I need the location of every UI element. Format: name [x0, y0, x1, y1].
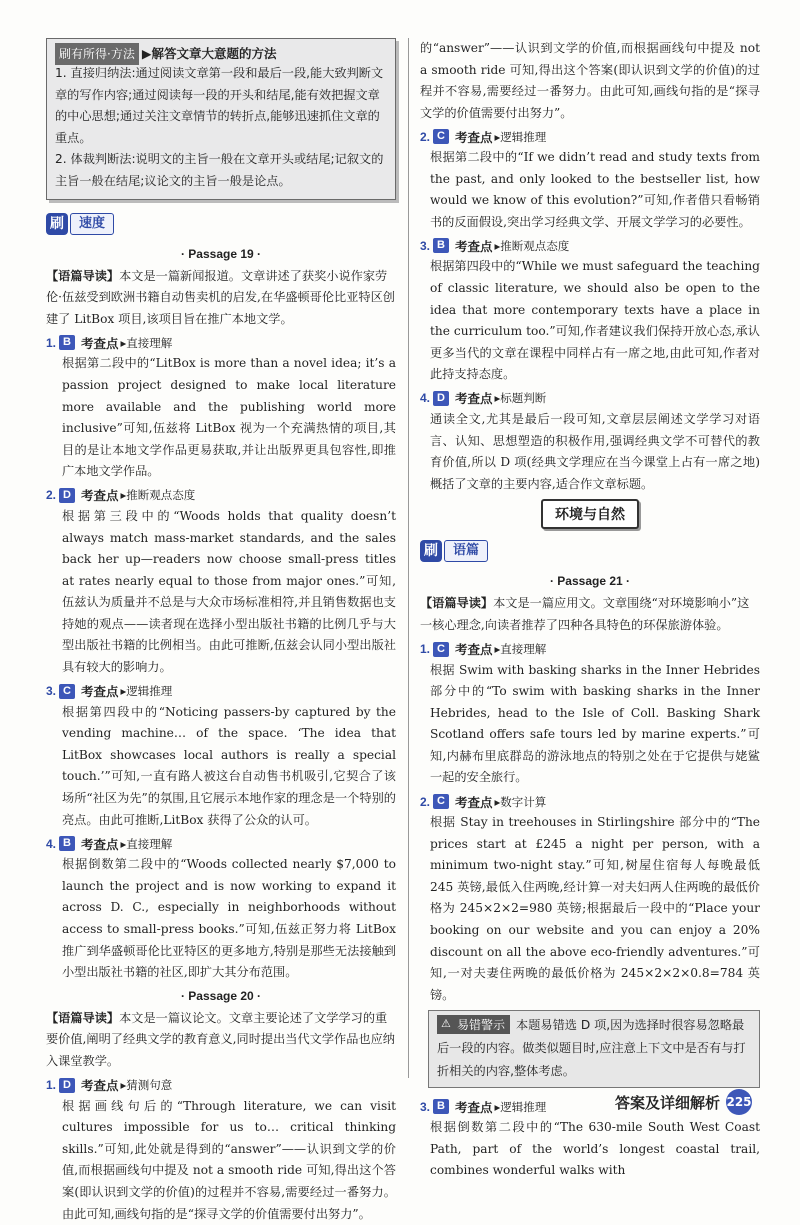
answer-badge: D: [59, 488, 75, 503]
topic-title: 环境与自然: [541, 499, 639, 529]
kaochadian-label: 考查点: [81, 836, 119, 852]
question-type: ▸直接理解: [120, 335, 173, 350]
p21-q2-head: [420, 791, 760, 812]
warning-text: 本题易错选 D 项,因为选择时很容易忽略最后一段的内容。做类似题目时,应注意上下文中是否有与打折相关的内容,整体考虑。: [437, 1018, 746, 1078]
p20-q2-explanation: 根据第二段中的“If we didn’t read and study texts from the past, and only looked to the bestseller list, how would we know of this evolution?”可知,作者借只看畅销书的反面假设,突出学习经典文学、开展文学学习的必要性。: [430, 150, 760, 229]
intro-label: 【语篇导读】: [46, 1010, 120, 1025]
p20-q1-explanation-cont: 的“answer”——认识到文学的价值,而根据画线句中提及 not a smooth ride 可知,得出这个答案(即认识到文学的价值)的过程并不容易,需要经过一番努力。由此可知,画线句指的是“探寻文学的价值需要付出努力”。: [420, 41, 760, 120]
section-speed-name: 速度: [70, 213, 114, 235]
p19-q3-explanation: 根据第四段中的“Noticing passers-by captured by the vending machine… of the space. ‘The idea that LitBox showcases local authors is really a special touch.’”可知,一直有路人被这台自动售书机吸引,它契合了该场所“社区为先”的氛围,且它展示本地作家的理念是一个特别的亮点。由此可推断,LitBox 获得了公众的认可。: [62, 704, 396, 827]
section-reading-name: 语篇: [444, 540, 488, 562]
p19-q1-head: [46, 332, 396, 353]
warning-icon: ⚠: [441, 1017, 451, 1031]
question-number: 2.: [46, 488, 57, 503]
topic-heading: [420, 499, 760, 529]
p19-q3-head: [46, 681, 396, 702]
p20-q3-explanation: 根据第四段中的“While we must safeguard the teaching of classic literature, we should also be open to the idea that more contemporary texts have a place in the curriculum too.”可知,作者建议我们保持开放心态,承认更多当代的文章在课程中同样占有一席之地,由此可知,作者对此持支持态度。: [430, 259, 760, 382]
question-number: 1.: [46, 335, 57, 350]
intro-text: 本文是一篇应用文。文章围绕“对环境影响小”这一核心理念,向读者推荐了四种各具特色的环保旅游体验。: [420, 596, 750, 632]
answer-badge: B: [59, 335, 75, 350]
question-number: 4.: [46, 836, 57, 851]
intro-label: 【语篇导读】: [46, 268, 120, 283]
question-type: ▸推断观点态度: [494, 238, 570, 253]
intro-text: 本文是一篇议论文。文章主要论述了文学学习的重要价值,阐明了经典文学的教育意义,同时提出当代文学作品也应纳入课堂教学。: [46, 1010, 395, 1068]
kaochadian-label: 考查点: [455, 642, 493, 657]
answer-badge: C: [433, 794, 449, 809]
passage-21-intro: [420, 593, 760, 636]
p21-q2-explanation: 根据 Stay in treehouses in Stirlingshire 部分中的“The prices start at £245 a night per person, with a minimum two-night stay.”可知,树屋住宿每人每晚最低 245 英镑,最低入住两晚,经计算一对夫妇两人住两晚的最低价格为 245×2×2=980 英镑;根据最后一段中的“Place your booking on our website and you can enjoy a 20% discount on all the above eco-friendly adventures.”可知,一对夫妻住两晚的最低价格为 245×2×2×0.8=784 英镑。: [430, 815, 760, 1002]
passage-21-title: · Passage 21 ·: [549, 574, 631, 589]
question-number: 2.: [420, 794, 431, 809]
passage-19-intro: [46, 266, 396, 331]
passage-20-intro: [46, 1008, 396, 1073]
method-point-2: 2. 体裁判断法:说明文的主旨一般在文章开头或结尾;记叙文的主旨一般在结尾;议论文的主旨一般是论点。: [55, 152, 384, 188]
intro-label: 【语篇导读】: [420, 596, 494, 611]
kaochadian-label: 考查点: [455, 794, 493, 810]
question-type: ▸猜测句意: [120, 1078, 173, 1093]
question-type: ▸推断观点态度: [120, 488, 196, 503]
kaochadian-label: 考查点: [455, 391, 493, 407]
answer-badge: B: [59, 836, 75, 851]
section-reading: [420, 537, 760, 565]
question-type: ▸标题判断: [494, 391, 547, 406]
error-warning-box: [428, 1010, 760, 1088]
answer-badge: C: [433, 129, 449, 144]
section-speed: [46, 210, 396, 238]
section-speed-icon: 刷: [46, 213, 68, 235]
question-number: 1.: [420, 642, 431, 656]
question-type: ▸逻辑推理: [494, 129, 547, 144]
question-number: 3.: [420, 1099, 431, 1114]
kaochadian-label: 考查点: [455, 129, 493, 145]
page-number: 225: [726, 1089, 752, 1115]
p20-q2-head: [420, 126, 760, 147]
method-title: ▶解答文章大意题的方法: [141, 46, 277, 61]
p19-q2-head: [46, 485, 396, 506]
right-column: [420, 38, 760, 1182]
kaochadian-label: 考查点: [81, 1078, 119, 1094]
answer-badge: D: [433, 391, 449, 406]
column-divider: [408, 38, 409, 1078]
method-box: [46, 38, 396, 200]
p20-q1-explanation-start: 根据画线句后的“Through literature, we can visit cultures impossible for us to… critical thinking skills.”可知,此处就是得到的“answer”——认识到文学的价值,而根据画线句中提及 not a smooth ride 可知,得出这个答案(即认识到文学的价值)的过程并不容易,需要经过一番努力。由此可知,画线句指的是“探寻文学的价值需要付出努力”。: [62, 1098, 396, 1221]
passage-20-title: · Passage 20 ·: [180, 988, 262, 1003]
answer-badge: B: [433, 238, 449, 253]
warning-tag: [437, 1015, 510, 1034]
page-footer: [615, 1089, 752, 1115]
question-type: ▸逻辑推理: [494, 1099, 547, 1114]
question-number: 3.: [46, 684, 57, 699]
p20-q4-explanation: 通读全文,尤其是最后一段可知,文章层层阐述文学学习对语言、认知、思想塑造的积极作用,强调经典文学不可替代的教育价值,所以 D 项(经典文学理应在当今课堂上占有一席之地)概括了文章的主要内容,适合作文章标题。: [430, 411, 760, 491]
warning-tag-label: 易错警示: [457, 1018, 506, 1033]
kaochadian-label: 考查点: [81, 488, 119, 504]
answer-badge: C: [433, 642, 449, 657]
question-type: ▸直接理解: [120, 836, 173, 851]
kaochadian-label: 考查点: [455, 1099, 493, 1115]
question-type: ▸逻辑推理: [120, 684, 173, 699]
p20-q1-head: [46, 1075, 396, 1096]
question-number: 2.: [420, 129, 431, 144]
p19-q1-explanation: 根据第二段中的“LitBox is more than a novel idea; it’s a passion project designed to make local literature more available and the publishing world more inclusive”可知,伍兹将 LitBox 视为一个充满热情的项目,其目的是让本地文学作品更易获取,并让出版界更具包容性,即推广本地文学作品。: [62, 356, 396, 479]
method-tag: 刷有所得·方法: [55, 43, 139, 65]
question-number: 4.: [420, 391, 431, 406]
question-number: 1.: [46, 1078, 57, 1093]
footer-label: 答案及详细解析: [614, 1093, 720, 1112]
answer-badge: B: [433, 1099, 449, 1114]
kaochadian-label: 考查点: [81, 684, 119, 700]
p21-q1-explanation: 根据 Swim with basking sharks in the Inner Hebrides 部分中的“To swim with basking sharks in the Inner Hebrides, head to the Isle of Coll. Basking Shark Scotland offers safe tours led by marine experts.”可知,内赫布里底群岛的游泳地点的特别之处在于它提供与姥鲨一起的安全旅行。: [430, 662, 760, 785]
p19-q4-explanation: 根据倒数第二段中的“Woods collected nearly $7,000 to launch the project and is now working to expand it across D. C., especially in neighborhoods without access to small-press books.”可知,伍兹正努力将 LitBox 推广到华盛顿哥伦比亚特区的更多地方,特别是那些无法接触到小型出版社书籍的社区,即扩大其分布范围。: [62, 857, 396, 980]
section-reading-icon: 刷: [420, 540, 442, 562]
p21-q1-head: [420, 639, 760, 660]
p21-q3-explanation: 根据倒数第二段中的“The 630-mile South West Coast Path, part of the world’s longest coastal trail, combines wonderful walks with: [430, 1120, 760, 1178]
p19-q2-explanation: 根据第三段中的“Woods holds that quality doesn’t always match mass-market standards, and the sales back her up—readers now choose small-press titles at rates nearly equal to those from major ones.”可知,伍兹认为质量并不总是与大众市场标准相符,并且销售数据也支持她的观点——读者现在选择小型出版社书籍的比例几乎与大型出版社书籍的比例相当。由此可推断,伍兹会认同小型出版社具有较大的影响力。: [62, 508, 396, 675]
p20-q4-head: [420, 388, 760, 409]
method-point-1: 1. 直接归纳法:通过阅读文章第一段和最后一段,能大致判断文章的写作内容;通过阅读每一段的开头和结尾,能有效把握文章的中心思想;通过关注文章情节的转折点,能够迅速抓住文章的重点。: [55, 66, 384, 145]
passage-19-title: · Passage 19 ·: [180, 246, 262, 261]
intro-text: 本文是一篇新闻报道。文章讲述了获奖小说作家劳伦·伍兹受到欧洲书籍自动售卖机的启发,在华盛顿哥伦比亚特区创建了 LitBox 项目,该项目旨在推广本地文学。: [46, 268, 395, 326]
kaochadian-label: 考查点: [455, 238, 493, 254]
p19-q4-head: [46, 833, 396, 854]
left-column: [46, 38, 396, 1221]
question-type: ▸数字计算: [494, 794, 547, 809]
answer-badge: D: [59, 1078, 75, 1093]
question-number: 3.: [420, 238, 431, 253]
answer-badge: C: [59, 684, 75, 699]
question-type: ▸直接理解: [494, 642, 547, 656]
kaochadian-label: 考查点: [81, 335, 119, 351]
p20-q3-head: [420, 235, 760, 256]
